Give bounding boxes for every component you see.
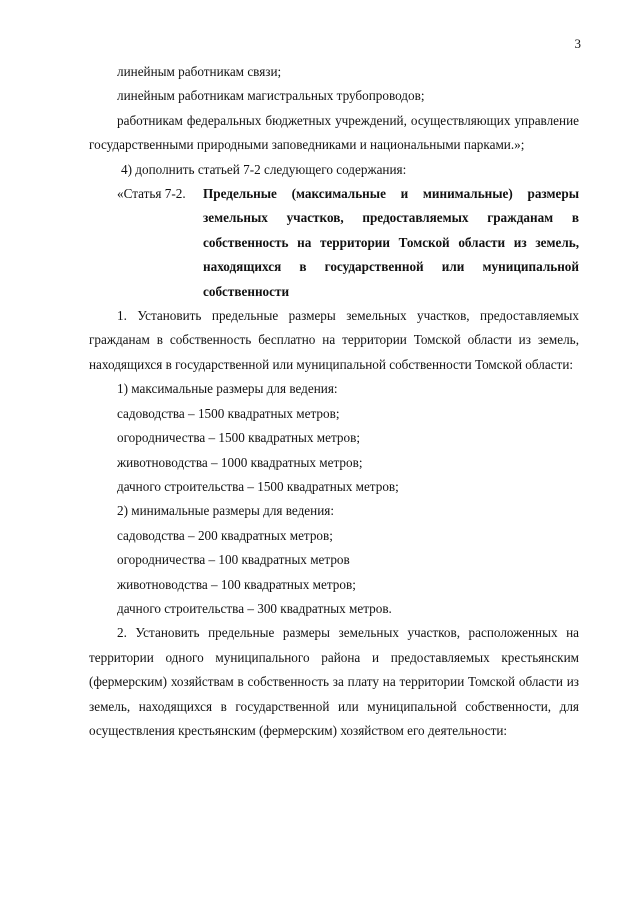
paragraph-pipeline-workers: линейным работникам магистральных трубопроводов; xyxy=(117,88,425,104)
article-title-line: находящихся в государственной или муниципальной xyxy=(203,259,579,275)
document-body xyxy=(89,60,579,743)
paragraph-item-4: 4) дополнить статьей 7-2 следующего содержания: xyxy=(121,161,407,177)
paragraph-section-1: 1. Установить предельные размеры земельных участков, предоставляемых гражданам в собственность бесплатно на территории Томской области из земель, находящихся в государственной или муниципальной собственности Томской области: xyxy=(89,308,579,372)
list-item: садоводства – 200 квадратных метров; xyxy=(117,527,333,543)
list-item: огородничества – 100 квадратных метров xyxy=(117,552,350,568)
page-number: 3 xyxy=(574,36,581,51)
article-7-2-header xyxy=(117,182,579,304)
min-sizes-heading: 2) минимальные размеры для ведения: xyxy=(117,503,334,519)
article-title-line: Предельные (максимальные и минимальные) размеры xyxy=(203,186,579,202)
list-item: дачного строительства – 300 квадратных метров. xyxy=(117,600,392,616)
article-title xyxy=(203,182,579,304)
article-title-line: собственности xyxy=(203,283,290,299)
list-item: животноводства – 1000 квадратных метров; xyxy=(117,454,363,470)
paragraph-communications-workers: линейным работникам связи; xyxy=(117,64,282,79)
paragraph-section-2: 2. Установить предельные размеры земельных участков, расположенных на территории одного муниципального района и предоставляемых крестьянским (фермерским) хозяйствам в собственность за плату на территории Томской области из земель, находящихся в государственной или муниципальной собственности, для осуществления крестьянским (фермерским) хозяйством его деятельности: xyxy=(89,625,579,738)
list-item: дачного строительства – 1500 квадратных метров; xyxy=(117,478,399,494)
article-prefix: «Статья 7-2. xyxy=(117,186,186,202)
article-title-line: собственность на территории Томской области из земель, xyxy=(203,234,579,250)
max-sizes-heading: 1) максимальные размеры для ведения: xyxy=(117,381,338,397)
list-item: огородничества – 1500 квадратных метров; xyxy=(117,430,360,446)
list-item: садоводства – 1500 квадратных метров; xyxy=(117,405,340,421)
article-title-line: земельных участков, предоставляемых гражданам в xyxy=(203,210,579,226)
paragraph-federal-institutions: работникам федеральных бюджетных учреждений, осуществляющих управление государственными природными заповедниками и национальными парками.»; xyxy=(89,112,579,153)
list-item: животноводства – 100 квадратных метров; xyxy=(117,576,356,592)
